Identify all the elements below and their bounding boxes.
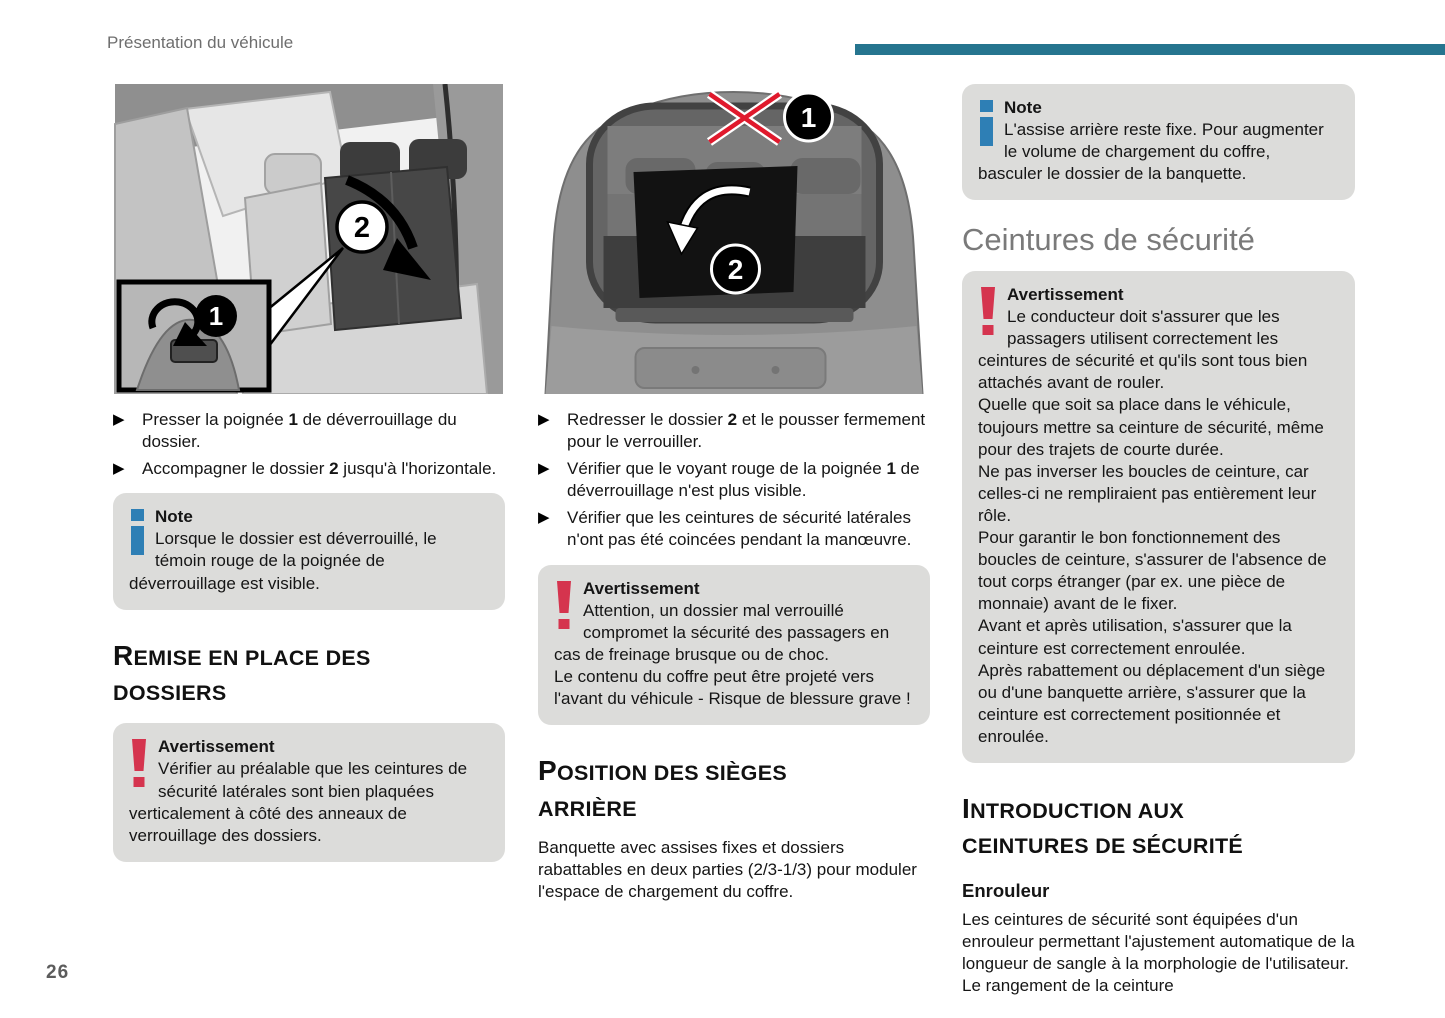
section-heading: INTRODUCTION AUX CEINTURES DE SÉCURITÉ	[962, 792, 1244, 859]
bullet-text-emphasis: 1	[886, 459, 896, 479]
bullet-arrow-icon: ▶	[538, 460, 550, 478]
warning-box	[962, 271, 1355, 763]
column-right	[962, 84, 1355, 1003]
section-heading: POSITION DES SIÈGES ARRIÈRE	[538, 755, 787, 821]
section-heading: REMISE EN PLACE DES DOSSIERS	[113, 639, 371, 706]
bullet-text-segment: Redresser le dossier	[567, 410, 728, 429]
bullet-text	[142, 410, 457, 451]
figure-label-1: 1	[800, 102, 817, 133]
bullet-arrow-icon: ▶	[113, 411, 125, 428]
box-paragraph: Le contenu du coffre peut être projeté vers l'avant du véhicule - Risque de blessure grave !	[554, 666, 911, 709]
list-item	[113, 409, 505, 453]
warning-title: Avertissement	[583, 578, 700, 598]
chapter-heading: Ceintures de sécurité	[962, 222, 1255, 258]
body-paragraph: Banquette avec assises fixes et dossiers rabattables en deux parties (2/3-1/3) pour moduler l'espace de chargement du coffre.	[538, 837, 917, 902]
bullet-text-segment: Presser la poignée	[142, 410, 289, 429]
bullet-text-emphasis: 2	[727, 410, 738, 429]
warning-body	[978, 306, 1339, 748]
bullet-arrow-icon: ▶	[538, 411, 550, 428]
box-paragraph: Le conducteur doit s'assurer que les passagers utilisent correctement les ceintures de sécurité et qu'ils sont tous bien attachés avant de rouler.	[978, 307, 1308, 393]
trunk-folded-seat-figure	[538, 84, 930, 394]
note-body	[978, 119, 1339, 185]
bullet-text	[567, 459, 920, 500]
warning-box	[538, 565, 930, 726]
box-paragraph: Attention, un dossier mal verrouillé compromet la sécurité des passagers en cas de freinage brusque ou de choc.	[554, 600, 890, 664]
warning-title: Avertissement	[158, 737, 275, 757]
warning-icon	[556, 581, 572, 629]
list-item	[538, 458, 930, 502]
bullet-text-segment: et le pousser fermement pour le verrouiller.	[567, 410, 926, 452]
box-paragraph: Vérifier au préalable que les ceintures de sécurité latérales sont bien plaquées verticalement à côté des anneaux de verrouillage des dossiers.	[129, 759, 468, 845]
column-middle	[538, 84, 930, 909]
box-paragraph: Pour garantir le bon fonctionnement des boucles de ceinture, s'assurer de l'absence de tout corps étranger (par ex. une pièce de monnaie) avant de le fixer.	[978, 528, 1327, 614]
bullet-arrow-icon: ▶	[113, 460, 125, 478]
note-box	[113, 493, 505, 609]
bullet-text	[142, 459, 496, 478]
list-item	[113, 458, 505, 480]
bullet-text-segment: jusqu'à l'horizontale.	[338, 459, 497, 479]
list-item	[538, 409, 930, 453]
note-box	[962, 84, 1355, 200]
box-paragraph: Après rabattement ou déplacement d'un siège ou d'une banquette arrière, s'assurer que la ceinture est correctement positionnée et enroulée.	[978, 660, 1326, 746]
rear-seat-folding-figure	[113, 84, 505, 394]
list-item	[538, 507, 930, 551]
bullet-text-segment: Accompagner le dossier	[142, 459, 330, 479]
figure-label-2: 2	[727, 254, 744, 285]
bullet-text-emphasis: 1	[288, 410, 298, 429]
box-paragraph: Avant et après utilisation, s'assurer que la ceinture est correctement enroulée.	[978, 616, 1292, 658]
box-paragraph: Ne pas inverser les boucles de ceinture, car celles-ci ne rempliraient pas entièrement leur rôle.	[978, 461, 1317, 525]
warning-body	[554, 600, 914, 710]
note-title: Note	[155, 507, 193, 527]
figure-label-2: 2	[353, 212, 371, 244]
warning-box	[113, 723, 505, 861]
bullet-text	[567, 508, 911, 549]
bullet-text-segment: de déverrouillage du dossier.	[142, 410, 457, 452]
info-icon	[131, 509, 144, 555]
bullet-text-segment: Vérifier que les ceintures de sécurité latérales n'ont pas été coincées pendant la manœuvre.	[567, 508, 912, 550]
box-paragraph: L'assise arrière reste fixe. Pour augmenter le volume de chargement du coffre, basculer le dossier de la banquette.	[978, 120, 1324, 184]
warning-icon	[980, 287, 996, 335]
bullet-text-segment: Vérifier que le voyant rouge de la poignée	[567, 459, 887, 479]
warning-body	[129, 758, 489, 846]
column-left	[113, 84, 505, 880]
box-paragraph: Quelle que soit sa place dans le véhicule, toujours mettre sa ceinture de sécurité, même pour des trajets de courte durée.	[978, 395, 1324, 459]
bullet-text-emphasis: 2	[329, 459, 339, 479]
note-title: Note	[1004, 98, 1042, 117]
header-accent-bar	[855, 44, 1445, 55]
note-body	[129, 528, 489, 594]
warning-icon	[131, 739, 147, 787]
page-header: Présentation du véhicule	[107, 33, 294, 52]
warning-title: Avertissement	[1007, 285, 1124, 305]
bullet-text	[567, 410, 925, 451]
subsection-heading: Enrouleur	[962, 879, 1050, 901]
info-icon	[980, 100, 993, 146]
bullet-text-segment: de déverrouillage n'est plus visible.	[567, 459, 920, 501]
bullet-arrow-icon: ▶	[538, 509, 550, 527]
page-number: 26	[46, 962, 70, 983]
body-paragraph: Les ceintures de sécurité sont équipées d'un enrouleur permettant l'ajustement automatique de la longueur de sangle à la morphologie de l'utilisateur. Le rangement de la ceinture	[962, 909, 1355, 996]
figure-label-1: 1	[208, 301, 224, 331]
box-paragraph: Lorsque le dossier est déverrouillé, le témoin rouge de la poignée de déverrouillage est visible.	[129, 529, 437, 593]
